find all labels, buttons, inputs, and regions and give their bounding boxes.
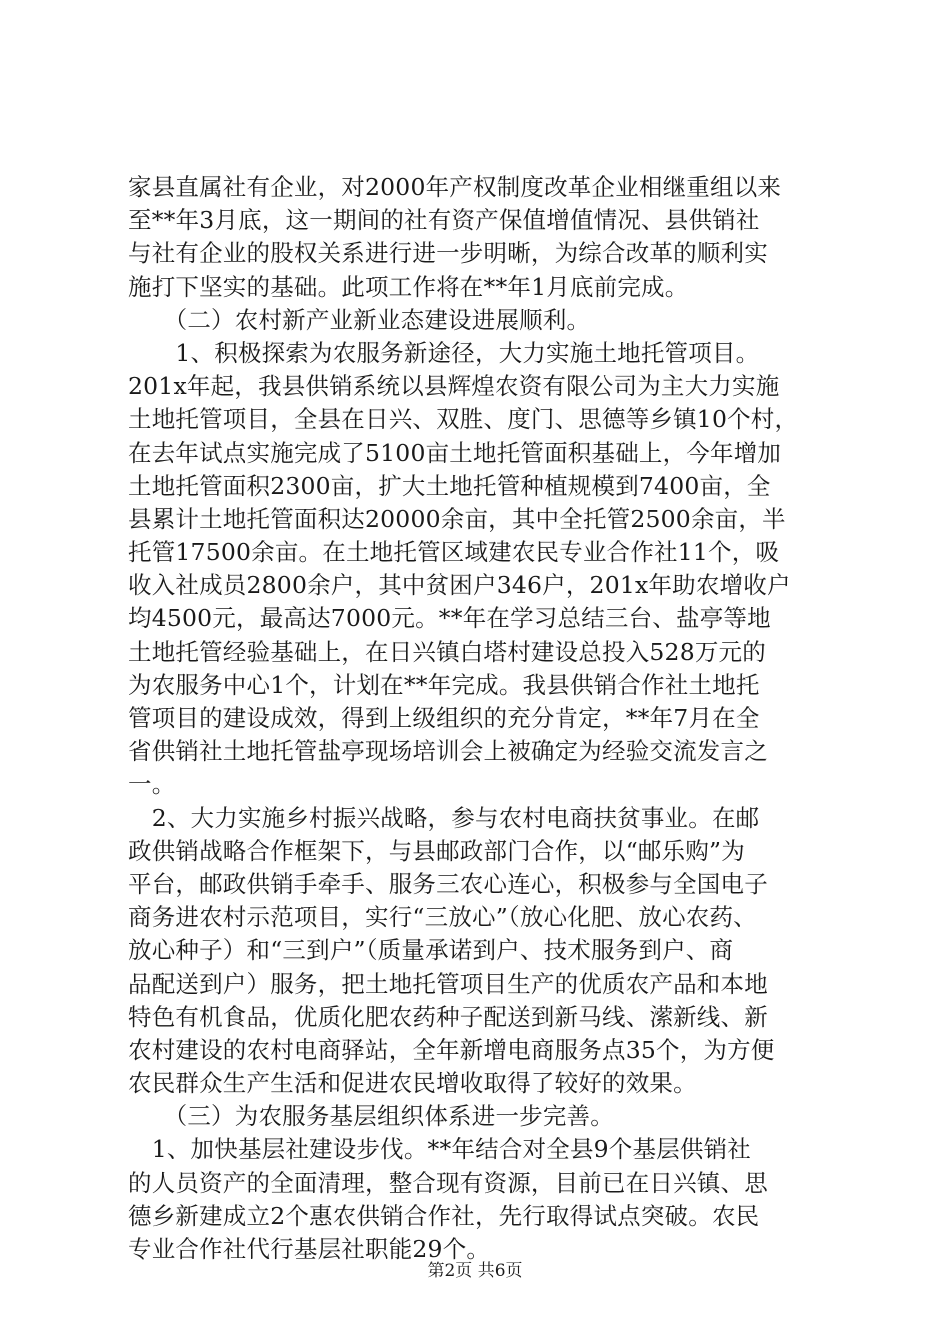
text-line: 县累计土地托管面积达20000余亩，其中全托管2500余亩，半 (128, 504, 786, 533)
text-line: 施打下坚实的基础。此项工作将在**年1月底前完成。 (128, 272, 689, 301)
text-line: 农民群众生产生活和促进农民增收取得了较好的效果。 (128, 1069, 697, 1098)
text-line: 专业合作社代行基层社职能29个。 (128, 1235, 491, 1263)
text-line: 特色有机食品，优质化肥农药种子配送到新马线、潆新线、新 (128, 1002, 768, 1031)
text-line: 为农服务中心1个，计划在**年完成。我县供销合作社土地托 (128, 670, 760, 699)
section-heading: （三）为农服务基层组织体系进一步完善。 (128, 1102, 614, 1131)
text-line: 省供销社土地托管盐亭现场培训会上被确定为经验交流发言之 (128, 737, 768, 766)
text-line: 一。 (128, 770, 176, 799)
text-line: 托管17500余亩。在土地托管区域建农民专业合作社11个，吸 (128, 538, 780, 567)
text-line: 2、大力实施乡村振兴战略，参与农村电商扶贫事业。在邮 (128, 803, 760, 832)
text-line: 的人员资产的全面清理，整合现有资源，目前已在日兴镇、思 (128, 1168, 768, 1197)
text-line: 在去年试点实施完成了5100亩土地托管面积基础上，今年增加 (128, 438, 782, 467)
text-line: 1、积极探索为农服务新途径，大力实施土地托管项目。 (128, 338, 760, 367)
text-line: 201x年起，我县供销系统以县辉煌农资有限公司为主大力实施 (128, 372, 780, 401)
text-line: 政供销战略合作框架下，与县邮政部门合作，以“邮乐购”为 (128, 836, 745, 865)
document-body (128, 171, 844, 1266)
text-line: 土地托管面积2300亩，扩大土地托管种植规模到7400亩，全 (128, 471, 771, 500)
text-line: 收入社成员2800余户，其中贫困户346户，201x年助农增收户 (128, 571, 791, 600)
text-line: 土地托管经验基础上，在日兴镇白塔村建设总投入528万元的 (128, 637, 766, 666)
text-line: 德乡新建成立2个惠农供销合作社，先行取得试点突破。农民 (128, 1201, 760, 1230)
text-line: 土地托管项目，全县在日兴、双胜、度门、思德等乡镇10个村， (128, 405, 799, 434)
text-line: 商务进农村示范项目，实行“三放心”（放心化肥、放心农药、 (128, 903, 757, 932)
text-line: 平台，邮政供销手牵手、服务三农心连心，积极参与全国电子 (128, 869, 768, 898)
text-line: 至**年3月底，这一期间的社有资产保值增值情况、县供销社 (128, 206, 760, 235)
text-line: 与社有企业的股权关系进行进一步明晰，为综合改革的顺利实 (128, 239, 768, 268)
text-line: 管项目的建设成效，得到上级组织的充分肯定，**年7月在全 (128, 704, 760, 732)
section-heading: （二）农村新产业新业态建设进展顺利。 (128, 305, 591, 334)
text-line: 均4500元，最高达7000元。**年在学习总结三台、盐亭等地 (128, 604, 771, 633)
text-line: 家县直属社有企业，对2000年产权制度改革企业相继重组以来 (128, 173, 782, 201)
text-line: 农村建设的农村电商驿站，全年新增电商服务点35个，为方便 (128, 1035, 775, 1064)
text-line: 品配送到户）服务，把土地托管项目生产的优质农产品和本地 (128, 969, 768, 998)
text-line: 1、加快基层社建设步伐。**年结合对全县9个基层供销社 (128, 1135, 752, 1164)
text-line: 放心种子）和“三到户”（质量承诺到户、技术服务到户、商 (128, 936, 734, 965)
page-number-footer: 第2页 共6页 (427, 1261, 523, 1281)
